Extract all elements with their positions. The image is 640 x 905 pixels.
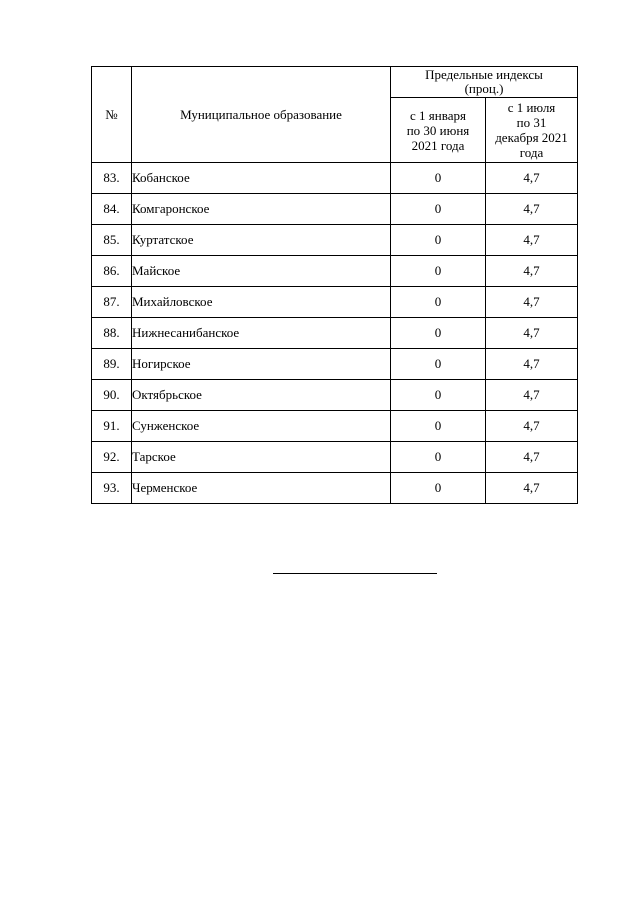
header-period-first-half <box>391 98 486 163</box>
table-row <box>92 349 578 380</box>
row-index-first-half: 0 <box>391 380 486 411</box>
row-index-second-half: 4,7 <box>486 442 578 473</box>
header-period2-line3: декабря 2021 <box>495 130 568 145</box>
header-period1-line2: по 30 июня <box>406 122 470 138</box>
row-number: 84. <box>92 194 132 225</box>
table-row <box>92 380 578 411</box>
row-index-first-half: 0 <box>391 287 486 318</box>
row-municipality: Черменское <box>132 473 391 504</box>
row-index-first-half: 0 <box>391 473 486 504</box>
header-period1-line3: 2021 года <box>411 137 465 153</box>
row-municipality: Майское <box>132 256 391 287</box>
row-index-second-half: 4,7 <box>486 380 578 411</box>
row-index-first-half: 0 <box>391 163 486 194</box>
row-index-second-half: 4,7 <box>486 411 578 442</box>
row-index-first-half: 0 <box>391 225 486 256</box>
row-index-second-half: 4,7 <box>486 225 578 256</box>
row-municipality: Октябрьское <box>132 380 391 411</box>
header-limit-indices-line2: (проц.) <box>464 81 504 96</box>
row-municipality: Кобанское <box>132 163 391 194</box>
row-number: 87. <box>92 287 132 318</box>
row-number: 83. <box>92 163 132 194</box>
row-index-second-half: 4,7 <box>486 349 578 380</box>
header-number: № <box>92 67 132 163</box>
indices-table <box>91 66 578 504</box>
header-limit-indices-line1: Предельные индексы <box>425 67 543 82</box>
table-row <box>92 442 578 473</box>
row-index-first-half: 0 <box>391 411 486 442</box>
table-row <box>92 194 578 225</box>
row-number: 93. <box>92 473 132 504</box>
table-row <box>92 256 578 287</box>
row-number: 86. <box>92 256 132 287</box>
row-index-second-half: 4,7 <box>486 256 578 287</box>
table-row <box>92 473 578 504</box>
row-municipality: Тарское <box>132 442 391 473</box>
row-municipality: Нижнесанибанское <box>132 318 391 349</box>
header-row-top <box>92 67 578 98</box>
end-divider-line <box>273 573 437 574</box>
header-period-second-half <box>486 98 578 163</box>
header-period2-line2: по 31 <box>516 115 547 130</box>
row-index-second-half: 4,7 <box>486 473 578 504</box>
table-row <box>92 287 578 318</box>
table-header <box>92 67 578 163</box>
row-index-second-half: 4,7 <box>486 318 578 349</box>
row-index-second-half: 4,7 <box>486 163 578 194</box>
row-municipality: Сунженское <box>132 411 391 442</box>
header-period1-line1: с 1 января <box>410 107 466 123</box>
header-municipality: Муниципальное образование <box>132 67 391 163</box>
row-index-first-half: 0 <box>391 256 486 287</box>
row-number: 90. <box>92 380 132 411</box>
row-number: 85. <box>92 225 132 256</box>
row-index-first-half: 0 <box>391 349 486 380</box>
table-row <box>92 411 578 442</box>
table-body <box>92 163 578 504</box>
row-number: 88. <box>92 318 132 349</box>
row-municipality: Михайловское <box>132 287 391 318</box>
row-municipality: Куртатское <box>132 225 391 256</box>
row-index-first-half: 0 <box>391 194 486 225</box>
table-row <box>92 318 578 349</box>
header-period2-line4: года <box>519 145 544 160</box>
row-number: 89. <box>92 349 132 380</box>
row-number: 92. <box>92 442 132 473</box>
row-number: 91. <box>92 411 132 442</box>
table-row <box>92 163 578 194</box>
header-period2-line1: с 1 июля <box>507 100 556 115</box>
row-municipality: Комгаронское <box>132 194 391 225</box>
row-index-first-half: 0 <box>391 442 486 473</box>
row-index-second-half: 4,7 <box>486 194 578 225</box>
table-row <box>92 225 578 256</box>
header-limit-indices <box>391 67 578 98</box>
row-index-first-half: 0 <box>391 318 486 349</box>
row-index-second-half: 4,7 <box>486 287 578 318</box>
row-municipality: Ногирское <box>132 349 391 380</box>
